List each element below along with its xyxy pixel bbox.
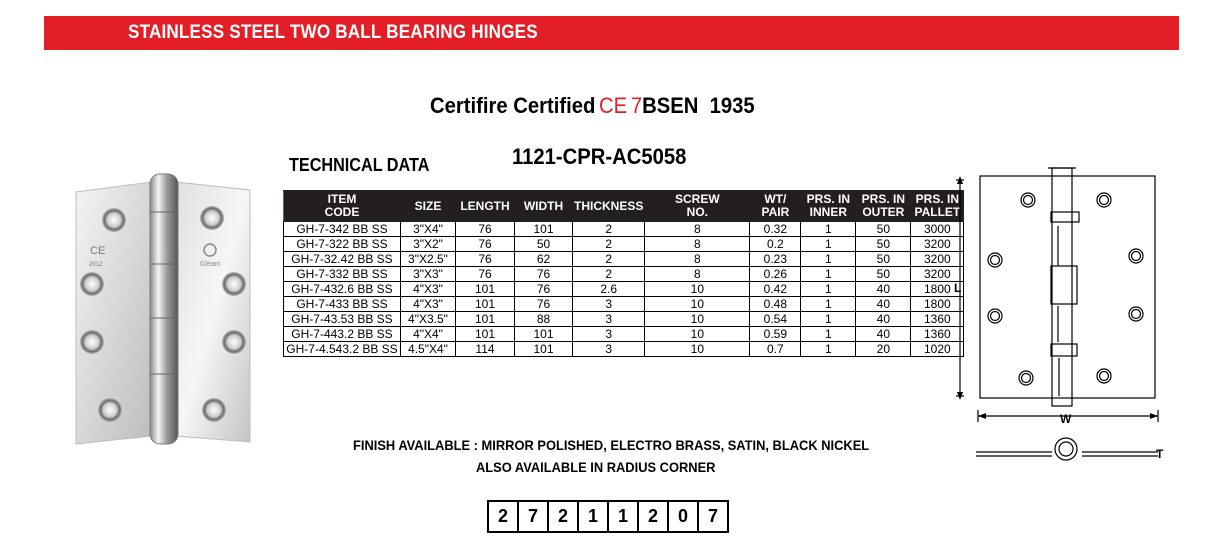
header-line: PRS. IN — [806, 192, 851, 206]
table-cell: 76 — [515, 267, 573, 282]
table-cell: 50 — [856, 237, 911, 252]
header-line: ITEM — [327, 192, 357, 206]
header-line: WT/ — [764, 192, 787, 206]
table-cell: 1 — [801, 327, 856, 342]
table-cell: 88 — [515, 312, 573, 327]
table-cell: GH-7-342 BB SS — [284, 222, 401, 237]
cert-standard: BSEN — [642, 93, 699, 118]
hinge-photo — [72, 168, 267, 450]
product-code-digit: 2 — [489, 502, 519, 531]
table-cell: 40 — [856, 282, 911, 297]
table-cell: 8 — [645, 222, 750, 237]
title-banner — [44, 16, 1179, 50]
table-row — [284, 222, 964, 237]
table-cell: 101 — [456, 327, 515, 342]
table-cell: 1 — [801, 237, 856, 252]
header-line: SCREW — [675, 192, 720, 206]
header-line: THICKNESS — [574, 198, 644, 213]
table-cell: 76 — [456, 267, 515, 282]
table-cell: 3000 — [911, 222, 964, 237]
table-cell: 10 — [645, 297, 750, 312]
table-cell: 1 — [801, 267, 856, 282]
table-cell: 50 — [856, 222, 911, 237]
table-cell: 0.32 — [750, 222, 801, 237]
table-cell: 3"X4" — [401, 222, 456, 237]
table-header-cell — [515, 191, 573, 222]
length-label: L — [954, 281, 962, 295]
table-cell: 101 — [456, 282, 515, 297]
table-header-cell — [750, 191, 801, 222]
table-header-cell — [801, 191, 856, 222]
table-cell: 40 — [856, 327, 911, 342]
table-cell: 2 — [573, 252, 645, 267]
ce-mark-icon: CE — [599, 93, 628, 118]
table-cell: 101 — [515, 222, 573, 237]
table-cell: 76 — [456, 252, 515, 267]
banner-title: STAINLESS STEEL TWO BALL BEARING HINGES — [128, 22, 538, 43]
photo-brand: Gleam — [200, 261, 221, 268]
header-line: OUTER — [862, 205, 905, 219]
product-code-digit: 2 — [639, 502, 669, 531]
header-line: WIDTH — [523, 198, 564, 213]
table-cell: 10 — [645, 282, 750, 297]
table-cell: 76 — [456, 237, 515, 252]
product-code-digit: 1 — [609, 502, 639, 531]
table-cell: 0.7 — [750, 342, 801, 357]
table-cell: 1 — [801, 312, 856, 327]
table-cell: 3"X3" — [401, 267, 456, 282]
table-cell: 3 — [573, 327, 645, 342]
table-cell: 40 — [856, 297, 911, 312]
technical-data-table — [283, 190, 964, 357]
product-code-digit: 7 — [519, 502, 549, 531]
table-cell: 76 — [456, 222, 515, 237]
table-header-row — [284, 191, 964, 222]
table-cell: 1 — [801, 297, 856, 312]
table-cell: 0.48 — [750, 297, 801, 312]
table-cell: 4"X3.5" — [401, 312, 456, 327]
cert-mark-digit: 7 — [630, 93, 643, 118]
header-line: SIZE — [414, 198, 442, 213]
table-cell: 101 — [515, 327, 573, 342]
table-cell: 1 — [801, 282, 856, 297]
certification-code: 1121-CPR-AC5058 — [512, 144, 687, 169]
table-cell: 10 — [645, 327, 750, 342]
table-cell: 20 — [856, 342, 911, 357]
table-cell: 50 — [856, 267, 911, 282]
table-header-cell — [456, 191, 515, 222]
table-cell: GH-7-322 BB SS — [284, 237, 401, 252]
table-cell: 4"X3" — [401, 297, 456, 312]
product-code-digit: 7 — [707, 506, 718, 526]
table-cell: 101 — [456, 297, 515, 312]
table-cell: GH-7-443.2 BB SS — [284, 327, 401, 342]
table-cell: 50 — [856, 252, 911, 267]
table-cell: GH-7-32.42 BB SS — [284, 252, 401, 267]
table-row — [284, 312, 964, 327]
table-cell: GH-7-432.6 BB SS — [284, 282, 401, 297]
table-cell: 62 — [515, 252, 573, 267]
technical-data-heading: TECHNICAL DATA — [289, 155, 430, 175]
table-cell: 0.42 — [750, 282, 801, 297]
table-header-cell — [401, 191, 456, 222]
table-header-cell — [573, 191, 645, 222]
cert-standard-number: 1935 — [709, 93, 755, 118]
table-row — [284, 282, 964, 297]
table-cell: 0.23 — [750, 252, 801, 267]
header-line: LENGTH — [460, 198, 510, 213]
header-line: PALLET — [914, 205, 961, 219]
photo-ce-number: 2012 — [89, 262, 103, 268]
header-line: PRS. IN — [861, 192, 906, 206]
table-cell: GH-7-332 BB SS — [284, 267, 401, 282]
table-cell: 76 — [515, 297, 573, 312]
table-row — [284, 297, 964, 312]
table-cell: 0.2 — [750, 237, 801, 252]
header-line: PAIR — [761, 205, 790, 219]
table-cell: 0.26 — [750, 267, 801, 282]
radius-corner-note: ALSO AVAILABLE IN RADIUS CORNER — [476, 459, 716, 475]
table-cell: 1 — [801, 342, 856, 357]
header-line: PRS. IN — [915, 192, 960, 206]
table-row — [284, 342, 964, 357]
thickness-label: T — [1156, 447, 1164, 461]
width-label: W — [1060, 412, 1072, 426]
header-line: CODE — [324, 205, 360, 219]
table-row — [284, 237, 964, 252]
table-cell: 2 — [573, 267, 645, 282]
header-line: INNER — [809, 205, 848, 219]
table-header-cell — [645, 191, 750, 222]
table-cell: 8 — [645, 267, 750, 282]
table-cell: 50 — [515, 237, 573, 252]
table-header-cell — [284, 191, 401, 222]
table-cell: 1800 — [911, 282, 964, 297]
cert-prefix: Certifire Certified — [430, 93, 596, 118]
table-cell: 3200 — [911, 237, 964, 252]
table-cell: 4"X4" — [401, 327, 456, 342]
table-cell: 76 — [515, 282, 573, 297]
table-cell: 3200 — [911, 252, 964, 267]
table-cell: 114 — [456, 342, 515, 357]
table-cell: 0.59 — [750, 327, 801, 342]
table-header-cell — [856, 191, 911, 222]
table-cell: 1360 — [911, 312, 964, 327]
product-code-digit: 2 — [549, 502, 579, 531]
table-cell: 3 — [573, 342, 645, 357]
table-cell: 3"X2" — [401, 237, 456, 252]
table-cell: 10 — [645, 312, 750, 327]
table-cell: 8 — [645, 252, 750, 267]
product-code-digit: 0 — [669, 502, 699, 531]
table-cell: 10 — [645, 342, 750, 357]
table-cell: 101 — [515, 342, 573, 357]
product-code-digit: 1 — [579, 502, 609, 531]
finish-available: FINISH AVAILABLE : MIRROR POLISHED, ELECTRO BRASS, SATIN, BLACK NICKEL — [353, 437, 870, 453]
table-cell: 3 — [573, 312, 645, 327]
table-cell: GH-7-433 BB SS — [284, 297, 401, 312]
table-cell: 1 — [801, 222, 856, 237]
table-cell: 2.6 — [573, 282, 645, 297]
table-cell: 8 — [645, 237, 750, 252]
header-line: NO. — [686, 205, 709, 219]
table-cell: 3200 — [911, 267, 964, 282]
table-cell: 1360 — [911, 327, 964, 342]
certification-line — [430, 93, 755, 119]
table-cell: 2 — [573, 237, 645, 252]
table-cell: 3 — [573, 297, 645, 312]
table-cell: 1800 — [911, 297, 964, 312]
table-row — [284, 252, 964, 267]
table-row — [284, 327, 964, 342]
product-code-box — [487, 500, 729, 533]
photo-ce-mark: CE — [90, 245, 106, 257]
table-cell: GH-7-4.543.2 BB SS — [284, 342, 401, 357]
table-cell: 4.5"X4" — [401, 342, 456, 357]
table-cell: 40 — [856, 312, 911, 327]
table-cell: 2 — [573, 222, 645, 237]
hinge-diagram — [948, 166, 1170, 466]
table-cell: 4"X3" — [401, 282, 456, 297]
table-cell: 101 — [456, 312, 515, 327]
table-cell: 3"X2.5" — [401, 252, 456, 267]
table-cell: 0.54 — [750, 312, 801, 327]
table-cell: 1 — [801, 252, 856, 267]
table-cell: GH-7-43.53 BB SS — [284, 312, 401, 327]
table-row — [284, 267, 964, 282]
table-cell: 1020 — [911, 342, 964, 357]
